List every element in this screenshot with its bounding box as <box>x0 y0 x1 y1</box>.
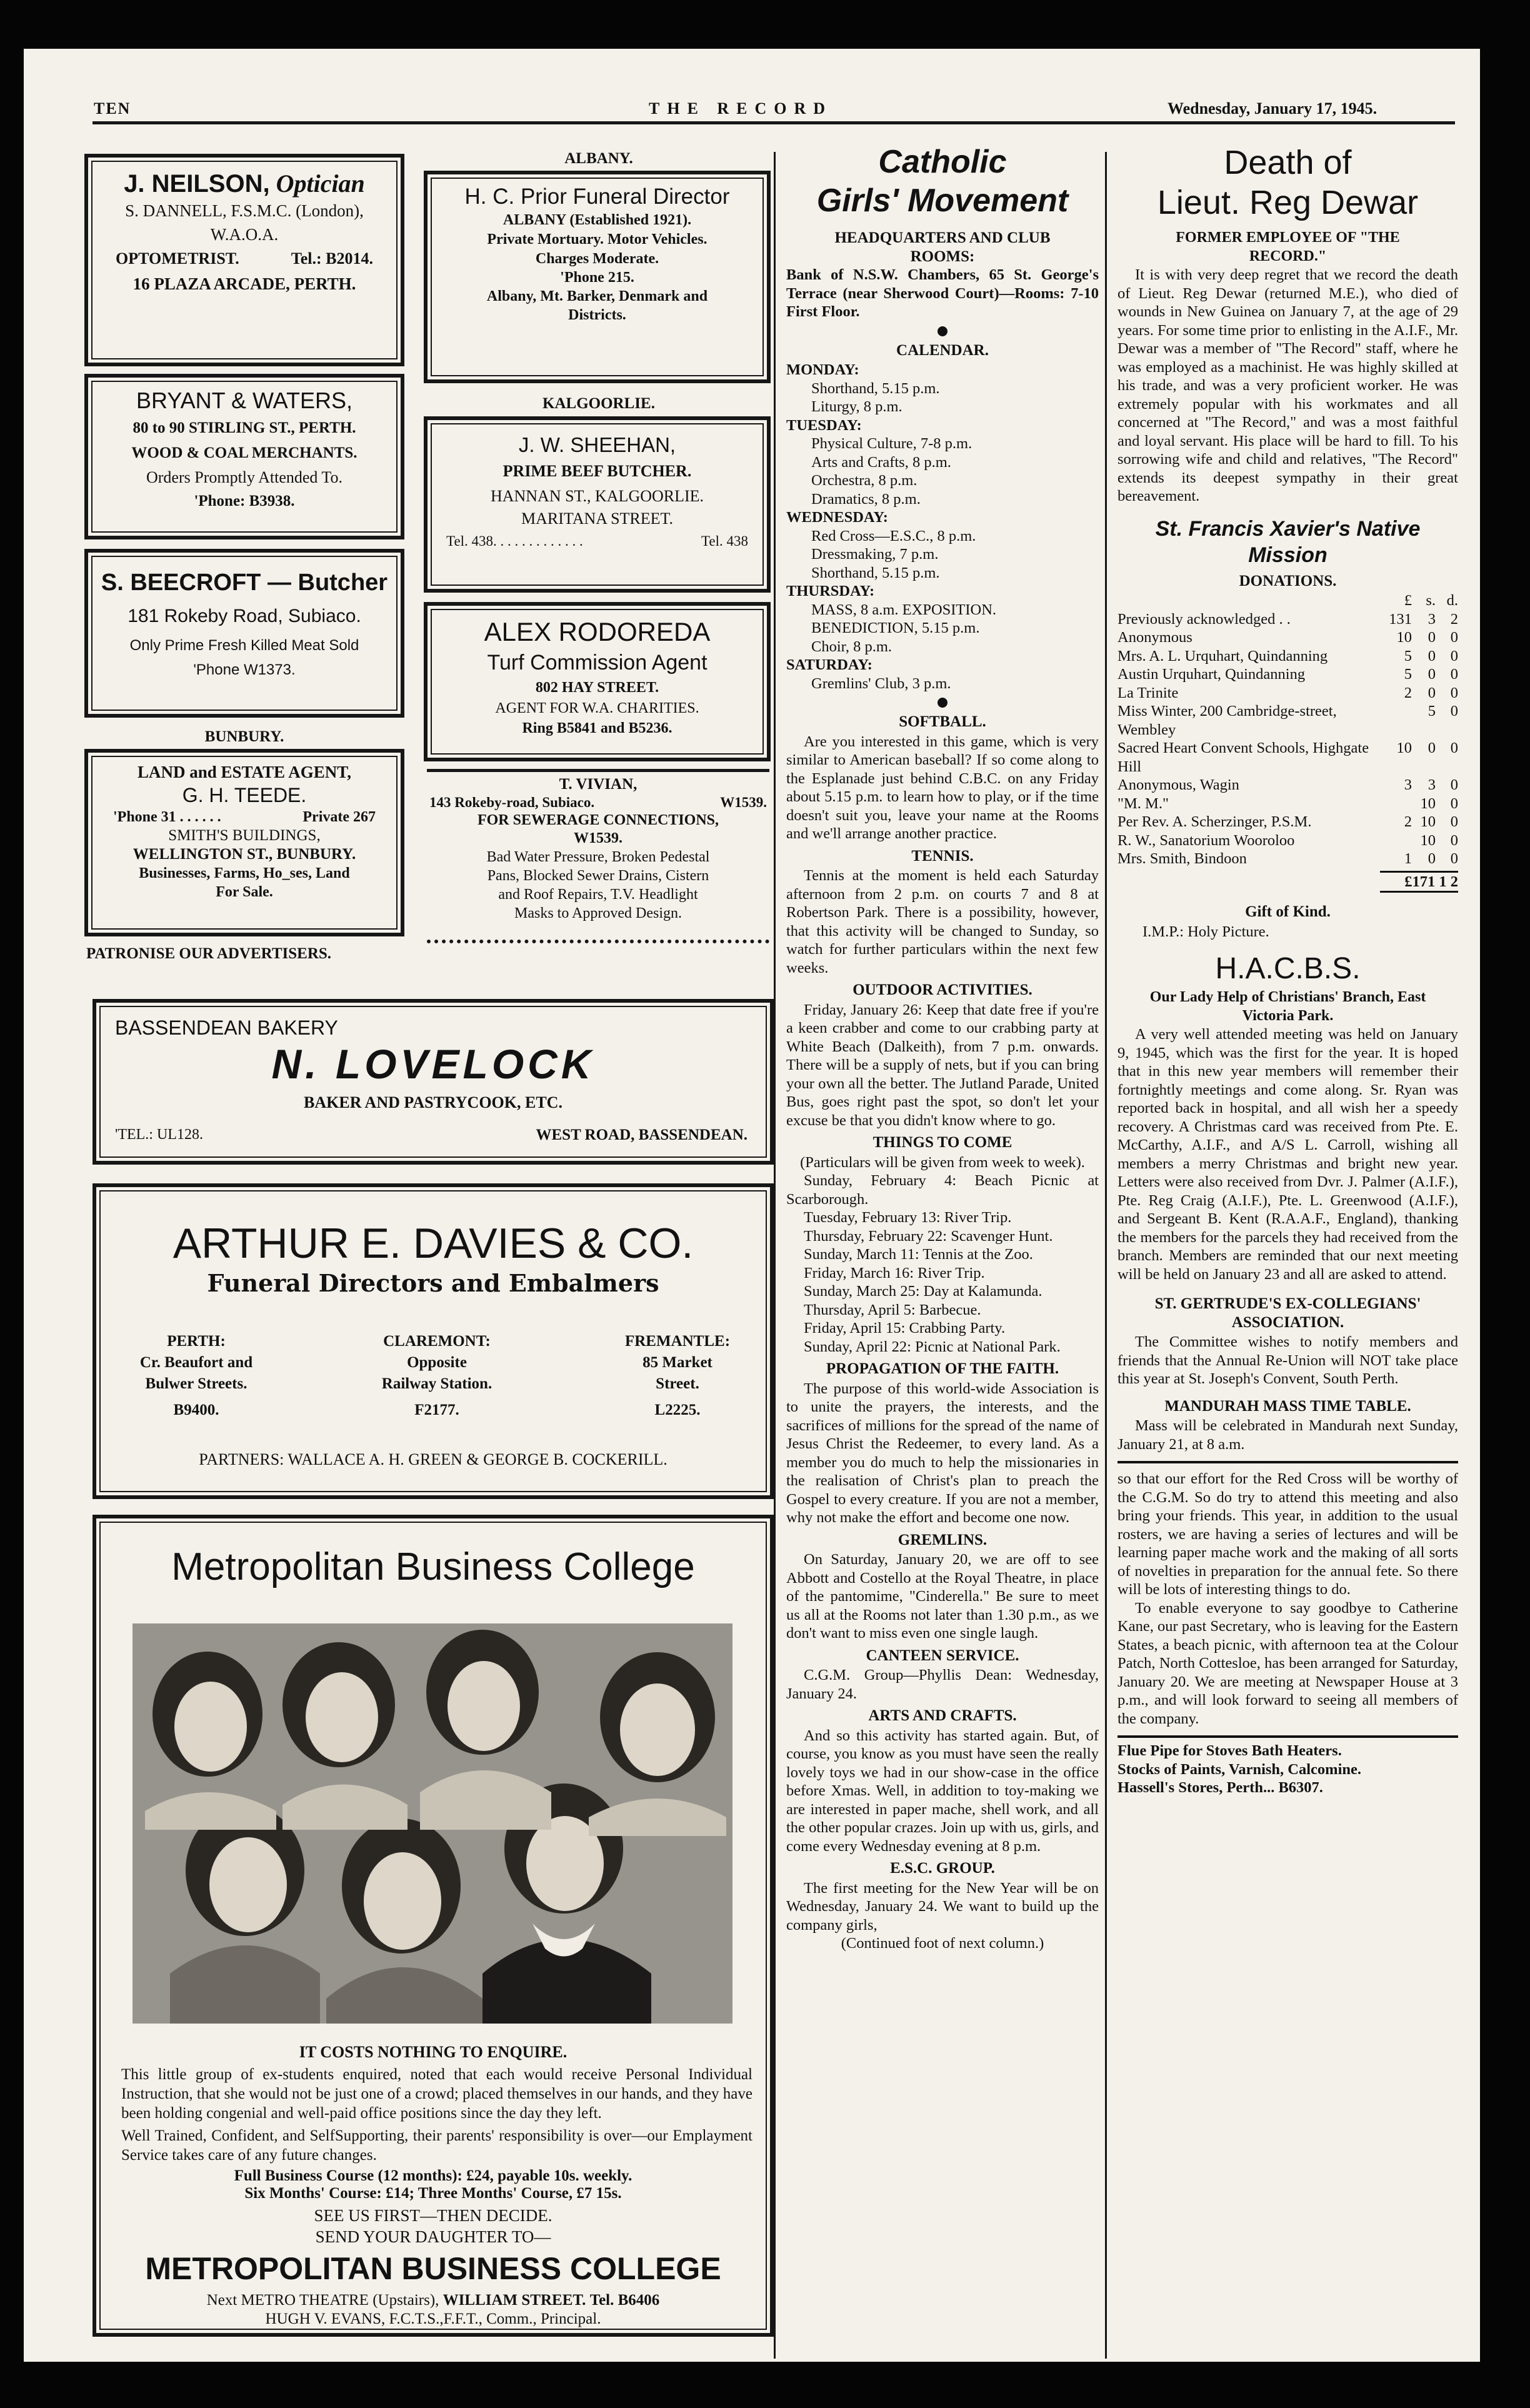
branch-line: Bulwer Streets. <box>145 1375 248 1392</box>
branch-phone: L2225. <box>654 1402 701 1418</box>
ad-address: 16 PLAZA ARCADE, PERTH. <box>132 274 356 293</box>
ad-price: Full Business Course (12 months): £24, payable 10s. weekly. <box>234 2167 632 2184</box>
ad-line: BASSENDEAN BAKERY <box>115 1016 338 1039</box>
donations-list <box>1118 610 1458 868</box>
ad-line: WOOD & COAL MERCHANTS. <box>131 444 358 461</box>
ad-teede <box>84 749 404 936</box>
amount-pounds: 3 <box>1404 776 1412 793</box>
donation-row <box>1118 628 1458 647</box>
ad-line: PRIME BEEF BUTCHER. <box>502 462 692 480</box>
ad-line: Private Mortuary. Motor Vehicles. <box>487 231 708 248</box>
ad-line: Orders Promptly Attended To. <box>146 468 342 486</box>
donor-name: Previously acknowledged . . <box>1118 610 1291 628</box>
donor-name: R. W., Sanatorium Wooroloo <box>1118 831 1295 849</box>
branch-line: Street. <box>656 1375 699 1392</box>
section-heading: OUTDOOR ACTIVITIES. <box>852 981 1032 998</box>
patronise-note: PATRONISE OUR ADVERTISERS. <box>86 945 332 962</box>
ad-paragraph: This little group of ex-students enquired, noted that each would receive Personal Individual Instruction, that she would not be just one of a crowd; placed themselves in our hands, and they have been holding congenial and well-paid office positions since the day they left. <box>121 2066 752 2122</box>
calendar-item: Orchestra, 8 p.m. <box>811 472 918 489</box>
donation-row <box>1118 684 1458 703</box>
divider <box>1118 1461 1458 1463</box>
ad-branch-perth <box>115 1331 278 1421</box>
ad-line: Pans, Blocked Sewer Drains, Cistern <box>487 868 709 884</box>
amount-pence: 0 <box>1450 684 1458 701</box>
ad-address: WEST ROAD, BASSENDEAN. <box>536 1126 748 1143</box>
section-heading: PROPAGATION OF THE FAITH. <box>826 1360 1059 1377</box>
paragraph: so that our effort for the Red Cross will be worthy of the C.G.M. So do try to attend this meeting and also bring your friends. This year, in addition to the usual rosters, we are having a series of lectures and will be learning paper mache work and the making of all sorts of novelties in preparation for the annual fete. So there will be lots of interesting things to do. <box>1118 1470 1458 1598</box>
branch-line: Cr. Beaufort and <box>139 1354 253 1371</box>
article-title: Girls' Movement <box>816 183 1069 219</box>
ad-name: H. C. Prior Funeral Director <box>464 184 730 209</box>
ad-partners: PARTNERS: WALLACE A. H. GREEN & GEORGE B. COCKERILL. <box>199 1450 668 1468</box>
ad-phone: Tel. 438 <box>701 533 748 549</box>
hq-address: Bank of N.S.W. Chambers, 65 St. George's Terrace (near Sherwood Court)—Rooms: 7-10 First Floor. <box>786 266 1099 320</box>
donation-row <box>1118 739 1458 776</box>
ad-line: Stocks of Paints, Varnish, Calcomine. <box>1118 1760 1362 1778</box>
calendar-item: Dramatics, 8 p.m. <box>811 490 921 508</box>
ad-name: J. W. SHEEHAN, <box>518 433 676 456</box>
ad-name: S. BEECROFT — Butcher <box>101 569 388 596</box>
ad-address-street: WILLIAM STREET. <box>442 2292 586 2309</box>
ad-name: G. H. TEEDE. <box>182 784 307 806</box>
amount-shillings: 10 <box>1420 831 1436 849</box>
ad-line: S. DANNELL, F.S.M.C. (London), <box>125 201 364 220</box>
paragraph: The first meeting for the New Year will be on Wednesday, January 24. We want to build up the company girls, <box>786 1879 1099 1934</box>
branch-line: Opposite <box>407 1354 467 1371</box>
amount-pounds <box>1387 831 1412 850</box>
ad-rule <box>427 940 769 943</box>
section-heading: FORMER EMPLOYEE OF "THE RECORD." <box>1176 229 1400 264</box>
header-rule <box>92 121 1455 124</box>
amount-pounds: 5 <box>1404 647 1412 665</box>
ad-line: Masks to Approved Design. <box>514 905 682 921</box>
event-item: Thursday, February 22: Scavenger Hunt. <box>804 1227 1053 1245</box>
ad-line: Flue Pipe for Stoves Bath Heaters. <box>1118 1742 1342 1759</box>
calendar-day: TUESDAY: <box>786 416 862 434</box>
donor-name: Anonymous, Wagin <box>1118 776 1239 793</box>
ad-name: N. LOVELOCK <box>271 1041 595 1087</box>
ad-prior-funeral <box>424 171 771 383</box>
paragraph: I.M.P.: Holy Picture. <box>1142 923 1269 940</box>
donor-name: "M. M." <box>1118 795 1169 812</box>
amount-pence: 0 <box>1450 629 1458 646</box>
ad-line: SEE US FIRST—THEN DECIDE. <box>314 2206 552 2225</box>
section-heading: BUNBURY. <box>204 728 284 745</box>
donor-name: Miss Winter, 200 Cambridge-street, Wembley <box>1118 703 1337 738</box>
calendar-item: Gremlins' Club, 3 p.m. <box>811 675 951 692</box>
section-heading: TENNIS. <box>911 847 974 865</box>
amount-pence: 0 <box>1450 795 1458 812</box>
calendar-item: Shorthand, 5.15 p.m. <box>811 564 940 581</box>
donation-row <box>1118 610 1458 629</box>
ad-phone: 'Phone 31 . . . . . . <box>113 809 221 825</box>
event-item: Thursday, April 5: Barbecue. <box>804 1301 981 1318</box>
ad-address: 802 HAY STREET. <box>535 680 659 696</box>
paragraph: On Saturday, January 20, we are off to see Abbott and Costello at the Royal Theatre, in place of the pantomime, "Cinderella." Be sure to meet us all at the Rooms not later than 1.30 p.m., as we don't want to miss even one single laugh. <box>786 1551 1099 1642</box>
section-note: (Particulars will be given from week to week). <box>800 1153 1085 1171</box>
ad-title: Optician <box>276 169 365 198</box>
branch-heading: FREMANTLE: <box>624 1333 731 1350</box>
amount-pence: 0 <box>1450 776 1458 793</box>
ad-line: Turf Commission Agent <box>487 651 708 675</box>
ad-neilson <box>84 154 404 366</box>
ad-phone: 'TEL.: UL128. <box>115 1126 203 1143</box>
donation-row <box>1118 831 1458 850</box>
ad-branch-claremont <box>352 1331 521 1421</box>
col-shillings: s. <box>1426 592 1436 609</box>
students-photo-graphic <box>132 1623 732 2024</box>
paragraph: And so this activity has started again. But, of course, you know as you must have seen the really lovely toys we had in our show-case in the office before Xmas. Well, in addition to toy-making we are interested in paper mache, shell work, and all the other popular crazes. Join up with us, girls, and come every Wednesday evening at 8 p.m. <box>786 1727 1099 1855</box>
section-heading: MANDURAH MASS TIME TABLE. <box>1164 1397 1411 1415</box>
ad-phone: 'Phone: B3938. <box>194 493 295 509</box>
section-heading: Our Lady Help of Christians' Branch, East Victoria Park. <box>1149 989 1426 1024</box>
amount-pounds: 2 <box>1404 684 1412 701</box>
ad-phone: Tel. B6406 <box>589 2292 660 2309</box>
ad-phone: Tel.: B2014. <box>291 249 373 268</box>
ad-vivian <box>427 775 769 923</box>
paragraph: A very well attended meeting was held on January 9, 1945, which was the first for the year. It is hoped that in this new year members will remember their fortnightly meetings and come along. Sr. Ryan was reported back in hospital, and all wish her a speedy recovery. A Christmas card was received from Pte. E. McCarthy, A.I.F., and A/S L. Carroll, wishing all members a merry Christmas and bright new year. Letters were also received from Dvr. J. Palmer (A.I.F.), Pte. Reg Craig (A.I.F.), Pte. L. Greenwood (A.I.F.), and Sergeant B. Kent (R.A.A.F., England), thanking the members for the parcels they had received from the branch. Members are reminded that our next meeting will be held on January 23 and all are asked to attend. <box>1118 1026 1458 1283</box>
paragraph: Are you interested in this game, which is very similar to American baseball? If so come along to the Esplanade just behind C.B.C. on any Friday about 5.15 p.m. to learn how to play, or if the time doesn't suit you, leave your name at the Rooms and we'll arrange another practice. <box>786 733 1099 842</box>
ad-line: SMITH'S BUILDINGS, <box>168 827 321 844</box>
amount-pounds: 131 <box>1389 610 1412 628</box>
amount-shillings: 10 <box>1420 795 1436 812</box>
ad-line: Albany, Mt. Barker, Denmark and <box>486 288 708 304</box>
donor-name: La Trinite <box>1118 684 1179 701</box>
ad-address: WELLINGTON ST., BUNBURY. <box>132 846 356 863</box>
section-heading: SOFTBALL. <box>899 713 986 730</box>
amount-shillings: 3 <box>1428 776 1436 793</box>
amount-pounds <box>1387 795 1412 813</box>
event-item: Friday, April 15: Crabbing Party. <box>804 1320 1006 1337</box>
ad-line: Bad Water Pressure, Broken Pedestal <box>486 849 710 865</box>
ad-beecroft <box>84 549 404 718</box>
ad-phone: Ring B5841 and B5236. <box>522 720 672 736</box>
ad-line: Only Prime Fresh Killed Meat Sold <box>129 637 359 654</box>
amount-shillings: 0 <box>1428 647 1436 665</box>
col-pounds: £ <box>1404 592 1412 609</box>
donor-name: Mrs. Smith, Bindoon <box>1118 850 1247 867</box>
donor-name: Per Rev. A. Scherzinger, P.S.M. <box>1118 813 1312 830</box>
ad-line: BAKER AND PASTRYCOOK, ETC. <box>304 1093 562 1111</box>
ad-line: W.A.O.A. <box>210 225 279 244</box>
amount-shillings: 0 <box>1428 666 1436 683</box>
branch-heading: PERTH: <box>167 1333 226 1350</box>
event-item: Sunday, March 25: Day at Kalamunda. <box>804 1283 1042 1300</box>
ad-line: SEND YOUR DAUGHTER TO— <box>315 2227 551 2246</box>
donations-header <box>1118 591 1458 610</box>
amount-shillings: 10 <box>1420 813 1436 830</box>
ad-rule <box>427 769 769 772</box>
ad-address <box>96 2291 770 2310</box>
amount-pence: 0 <box>1450 813 1458 830</box>
amount-pence: 0 <box>1450 703 1458 720</box>
amount-shillings: 0 <box>1428 684 1436 701</box>
section-heading: ARTS AND CRAFTS. <box>868 1707 1017 1724</box>
amount-pounds <box>1387 702 1412 739</box>
ad-line: For Sale. <box>216 884 273 900</box>
amount-pence: 2 <box>1450 610 1458 628</box>
calendar-day: WEDNESDAY: <box>786 509 888 526</box>
calendar-item: Choir, 8 p.m. <box>811 638 892 655</box>
ad-business-college <box>92 1515 774 2337</box>
amount-shillings: 0 <box>1428 850 1436 867</box>
right-column <box>1118 143 1458 1797</box>
newspaper-page <box>24 49 1480 2362</box>
issue-date: Wednesday, January 17, 1945. <box>1168 99 1378 118</box>
article-title: Catholic <box>878 144 1007 180</box>
ad-bryant-waters <box>84 374 404 539</box>
ad-phone: 'Phone 215. <box>560 269 634 286</box>
ad-name: ALEX RODOREDA <box>484 617 711 646</box>
ad-line: Charges Moderate. <box>535 251 659 267</box>
ad-college-name: METROPOLITAN BUSINESS COLLEGE <box>145 2251 721 2286</box>
section-heading: HEADQUARTERS AND CLUB <box>834 229 1051 246</box>
donor-name: Sacred Heart Convent Schools, Highgate Hill <box>1118 740 1369 775</box>
donation-row <box>1118 850 1458 868</box>
paragraph: To enable everyone to say goodbye to Catherine Kane, our past Secretary, who is leaving for the Eastern States, a beach picnic, with afternoon tea at the Colour Patch, North Cottesloe, has been arranged for Saturday, January 20. We are meeting at Newspaper House at 3 p.m., and will look forward to seeing all members of the company. <box>1118 1599 1458 1727</box>
ad-name: BRYANT & WATERS, <box>136 388 353 413</box>
ad-line: Hassell's Stores, Perth... B6307. <box>1118 1779 1323 1796</box>
amount-pounds: 5 <box>1404 666 1412 683</box>
ad-line: AGENT FOR W.A. CHARITIES. <box>495 700 699 716</box>
branch-heading: CLAREMONT: <box>383 1333 491 1350</box>
event-item: Tuesday, February 13: River Trip. <box>804 1209 1012 1226</box>
donor-name: Anonymous <box>1118 629 1192 646</box>
amount-pounds: 10 <box>1396 740 1412 756</box>
paper-title: THE RECORD <box>649 99 833 118</box>
donation-row <box>1118 647 1458 666</box>
bullet <box>938 326 948 336</box>
amount-pence: 0 <box>1450 647 1458 665</box>
ad-line: and Roof Repairs, T.V. Headlight <box>498 886 698 903</box>
col-pence: d. <box>1446 592 1458 609</box>
ad-price: Six Months' Course: £14; Three Months' Course, £7 15s. <box>244 2185 622 2202</box>
ad-phone: W1539. <box>720 795 767 810</box>
amount-pounds: 10 <box>1396 629 1412 646</box>
article-title: St. Francis Xavier's Native <box>1155 516 1421 541</box>
donation-row <box>1118 702 1458 739</box>
branch-line: Railway Station. <box>381 1375 492 1392</box>
section-heading: Gift of Kind. <box>1245 903 1331 920</box>
section-heading: E.S.C. GROUP. <box>890 1860 995 1877</box>
calendar-item: Dressmaking, 7 p.m. <box>811 546 939 563</box>
article-title: H.A.C.B.S. <box>1215 952 1361 985</box>
calendar-day: SATURDAY: <box>786 656 872 673</box>
ad-line: FOR SEWERAGE CONNECTIONS, <box>477 812 719 828</box>
calendar-day: THURSDAY: <box>786 583 875 599</box>
ad-address: HANNAN ST., KALGOORLIE. <box>490 487 704 505</box>
ad-sheehan <box>424 416 771 593</box>
branch-line: 85 Market <box>642 1354 712 1371</box>
event-item: Sunday, February 4: Beach Picnic at Scarborough. <box>786 1172 1099 1208</box>
calendar-item: Liturgy, 8 p.m. <box>811 398 902 415</box>
ad-address: 181 Rokeby Road, Subiaco. <box>128 606 361 626</box>
amount-shillings: 3 <box>1428 610 1436 628</box>
event-item: Friday, March 16: River Trip. <box>804 1264 985 1282</box>
ad-name: Metropolitan Business College <box>171 1545 695 1588</box>
section-heading: ST. GERTRUDE'S EX-COLLEGIANS' ASSOCIATION. <box>1154 1295 1421 1331</box>
ad-address: 143 Rokeby-road, Subiaco. <box>429 795 595 810</box>
events-list <box>786 1171 1099 1356</box>
calendar-list <box>786 361 1099 693</box>
ad-line: Districts. <box>568 307 626 323</box>
ad-line: OPTOMETRIST. <box>116 249 239 268</box>
calendar-item: Red Cross—E.S.C., 8 p.m. <box>811 527 976 544</box>
paragraph: The Committee wishes to notify members and friends that the Annual Re-Union will NOT take place this year at St. Joseph's Convent, South Perth. <box>1118 1333 1458 1387</box>
paragraph: The purpose of this world-wide Association is to unite the prayers, the interests, and the sacrifices of millions for the spread of the name of Jesus Christ the Redeemer, to every land. As a member you do much to help the missionaries in the realisation of Christ's plan to preach the Gospel to every creature. If you are not a member, why not make the effort and become one now. <box>786 1380 1099 1526</box>
ad-lovelock <box>92 999 774 1165</box>
ad-branch-fremantle <box>596 1331 759 1421</box>
amount-pence: 0 <box>1450 831 1458 849</box>
ad-line: ALBANY (Established 1921). <box>502 212 692 228</box>
column-rule <box>774 152 776 2359</box>
page-number: TEN <box>94 99 131 118</box>
ad-heading: IT COSTS NOTHING TO ENQUIRE. <box>299 2043 568 2061</box>
ad-name: T. VIVIAN, <box>559 776 638 793</box>
ad-phone: W1539. <box>574 830 622 846</box>
section-heading: THINGS TO COME <box>872 1134 1012 1151</box>
event-item: Sunday, March 11: Tennis at the Zoo. <box>804 1246 1033 1263</box>
ad-line: LAND and ESTATE AGENT, <box>137 763 352 781</box>
calendar-item: Shorthand, 5.15 p.m. <box>811 379 940 397</box>
paragraph: C.G.M. Group—Phyllis Dean: Wednesday, January 24. <box>786 1667 1099 1702</box>
ad-address-part: Next METRO THEATRE (Upstairs), <box>206 2292 439 2309</box>
donation-row <box>1118 776 1458 795</box>
continued-note: (Continued foot of next column.) <box>841 1935 1044 1952</box>
amount-pounds: 1 <box>1404 850 1412 867</box>
paragraph: Mass will be celebrated in Mandurah next Sunday, January 21, at 8 a.m. <box>1118 1417 1458 1453</box>
event-item: Sunday, April 22: Picnic at National Park. <box>804 1338 1061 1355</box>
section-heading: KALGOORLIE. <box>542 395 655 412</box>
ad-address: MARITANA STREET. <box>521 509 673 528</box>
ad-line: Businesses, Farms, Ho_ses, Land <box>139 865 350 881</box>
calendar-item: MASS, 8 a.m. EXPOSITION. <box>811 601 997 618</box>
ad-principal: HUGH V. EVANS, F.C.T.S.,F.F.T., Comm., Principal. <box>265 2310 601 2327</box>
ad-name: ARTHUR E. DAVIES & CO. <box>172 1220 694 1267</box>
ad-phone: Tel. 438. . . . . . . . . . . . . <box>446 533 583 549</box>
amount-pence: 0 <box>1450 740 1458 756</box>
divider <box>1118 1735 1458 1738</box>
paragraph: It is with very deep regret that we record the death of Lieut. Reg Dewar (returned M.E.), who died of wounds in New Guinea on January 7, at the age of 29 years. For some time prior to enlisting in the A.I.F., Mr. Dewar was a member of "The Record" staff, where he was employed as a machinist. He was highly skilled at his trade, and was a very proficient worker. He was extremely popular with his workmates and all concerned at "The Record," and was a most faithful and loyal servant. His place will be hard to fill. To his sorrowing wife and child and relatives, "The Record" extends its deepest sympathy in their great bereavement. <box>1118 266 1458 504</box>
ad-rodoreda <box>424 602 771 761</box>
section-heading: CANTEEN SERVICE. <box>866 1647 1019 1664</box>
article-title: Death of <box>1224 144 1352 181</box>
amount-shillings: 5 <box>1428 703 1436 720</box>
branch-phone: B9400. <box>173 1402 219 1418</box>
amount-shillings: 0 <box>1428 740 1436 756</box>
ad-name: J. NEILSON, <box>124 170 270 198</box>
donations-total: £171 1 2 <box>1380 871 1458 893</box>
donor-name: Austin Urquhart, Quindanning <box>1118 666 1306 683</box>
section-heading: CALENDAR. <box>896 341 989 359</box>
section-heading: GREMLINS. <box>898 1531 988 1548</box>
amount-shillings: 0 <box>1428 629 1436 646</box>
paragraph: Tennis at the moment is held each Saturday afternoon from 2 p.m. on courts 7 and 8 at Robertson Park. There is a possibility, however, that this activity will be changed to Sunday, so watch for further particulars within the next few weeks. <box>786 867 1099 976</box>
amount-pence: 0 <box>1450 666 1458 683</box>
amount-pence: 0 <box>1450 850 1458 867</box>
donation-row <box>1118 795 1458 813</box>
article-title: Mission <box>1248 543 1328 567</box>
donation-row <box>1118 665 1458 684</box>
students-photo <box>132 1623 732 2024</box>
ad-paragraph: Well Trained, Confident, and SelfSupporting, their parents' responsibility is over—our Emplayment Service takes care of any future changes. <box>121 2127 752 2164</box>
paragraph: Friday, January 26: Keep that date free if you're a keen crabber and come to our crabbing party at White Beach (Dalkeith), from 7 p.m. onwards. There will be a supply of nets, but if you can bring your own all the better. The Jutland Parade, United Bus, goes right past the spot, so don't let your excuse be that you didn't know where to go. <box>786 1001 1099 1129</box>
ad-phone: Private 267 <box>302 809 376 825</box>
amount-pounds: 2 <box>1404 813 1412 830</box>
ad-davies <box>92 1183 774 1499</box>
donor-name: Mrs. A. L. Urquhart, Quindanning <box>1118 647 1328 665</box>
column-rule <box>1105 152 1107 2359</box>
bullet <box>938 698 948 708</box>
ad-address: 80 to 90 STIRLING ST., PERTH. <box>132 419 356 436</box>
calendar-item: BENEDICTION, 5.15 p.m. <box>811 620 980 636</box>
section-heading: ALBANY. <box>564 150 633 167</box>
calendar-item: Arts and Crafts, 8 p.m. <box>811 453 951 471</box>
article-title: Lieut. Reg Dewar <box>1157 184 1419 221</box>
calendar-item: Physical Culture, 7-8 p.m. <box>811 435 972 452</box>
ad-phone: 'Phone W1373. <box>193 661 296 678</box>
section-heading: DONATIONS. <box>1239 572 1337 589</box>
ad-subtitle: Funeral Directors and Embalmers <box>207 1269 659 1297</box>
branch-phone: F2177. <box>414 1402 459 1418</box>
calendar-day: MONDAY: <box>786 361 859 378</box>
cgm-column <box>786 143 1099 1953</box>
section-heading: ROOMS: <box>910 248 975 265</box>
donation-row <box>1118 813 1458 831</box>
